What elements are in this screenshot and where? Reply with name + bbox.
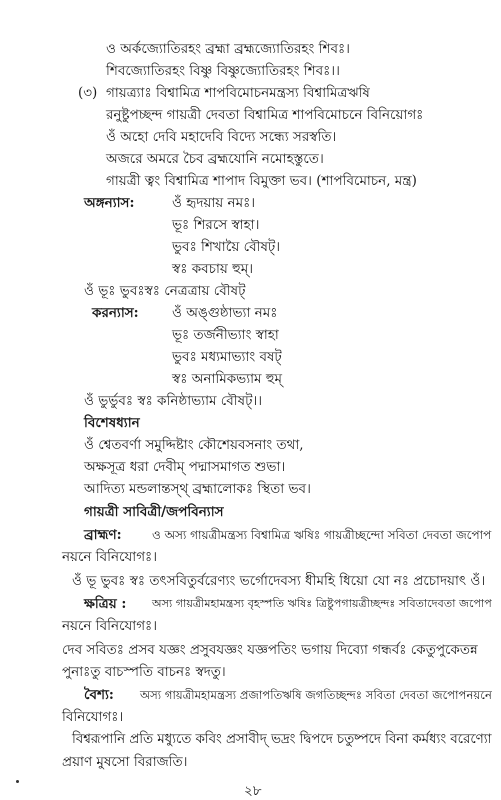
text-line: গায়ত্রী ত্বং বিশ্বামিত্র শাপাদ বিমুক্তা ভব। (শাপবিমোচন, মন্ত্র) bbox=[106, 173, 417, 189]
anganyas-label: অঙ্গন্যাস: bbox=[84, 195, 135, 211]
text-line: বিনিযোগঃ। bbox=[62, 709, 124, 725]
karanyas-label: করন্যাস: bbox=[92, 305, 139, 321]
text-line: ওঁ ভুর্ভুবঃ স্বঃ কনিষ্ঠাভ্যাম বৌষট্।। bbox=[84, 393, 263, 409]
text-line: নয়নে বিনিযোগঃ। bbox=[62, 618, 158, 634]
section-heading: গায়ত্রী সাবিত্রী/জপবিন্যাস bbox=[84, 504, 224, 520]
text-line: ওঁ শ্বেতবর্ণা সমুদ্দিষ্টাং কৌশেয়বসনাং তথা, bbox=[84, 437, 304, 453]
section-number: (৩) bbox=[78, 85, 98, 101]
text-line: ভূঃ শিরসে স্বাহা। bbox=[172, 217, 260, 233]
text-line: স্বঃ অনামিকভ্যাম হুম্ bbox=[172, 371, 282, 387]
text-line: অজরে অমরে চৈব ব্রহ্মযোনি নমোহস্তুতে। bbox=[106, 151, 324, 167]
text-line: অস্য গায়ত্রীমহামন্ত্রস্য বৃহস্পতি ঋষিঃ ত্রিষ্টুপগায়ত্রীচ্ছন্দঃ সবিতাদেবতা জপোপ bbox=[152, 597, 492, 610]
text-line: রনুষ্টুপচ্ছন্দ গায়ত্রী দেবতা বিশ্বামিত্র শাপবিমোচনে বিনিয়োগঃ bbox=[106, 107, 424, 123]
page-number: ২৮ bbox=[244, 783, 262, 799]
text-line: আদিত্য মন্ডলান্তস্থ্ ব্রহ্মালোকঃ স্থিতা ভব। bbox=[84, 481, 311, 497]
text-line: ওঁ ভূঃ ভুবঃস্বঃ নেত্রত্রায় বৌষট্ bbox=[84, 283, 246, 299]
text-line: প্রয়াণ মুষসো বিরাজতি। bbox=[62, 754, 188, 770]
text-line: শিবজ্যোতিরহং বিষ্ণু বিষ্ণুজ্যোতিরহং শিবঃ।। bbox=[106, 63, 340, 79]
text-line: নয়নে বিনিযোগঃ। bbox=[62, 549, 158, 565]
kshatriya-label: ক্ষত্রিয় : bbox=[84, 596, 127, 612]
section-heading: বিশেষধ্যান bbox=[84, 415, 140, 431]
text-line: ওঁ অঙ্গুষ্ঠাভ্যা নমঃ bbox=[172, 305, 278, 321]
text-line: ও অর্কজ্যোতিরহং ব্রহ্মা ব্রহ্মজ্যোতিরহং শিবঃ। bbox=[106, 41, 350, 57]
text-line: ভুবঃ মধ্যমাভ্যাং বষট্ bbox=[172, 349, 282, 365]
text-line: ওঁ ভূ ভুবঃ স্বঃ তৎসবিতুর্বরেণ্যং ভর্গোদেবস্য ধীমহি ধিয়ো যো নঃ প্রচোদয়াৎ ওঁ। bbox=[72, 573, 486, 589]
text-line: বিশ্বরূপানি প্রতি মধ্যুতে কবিং প্রসাবীদ্ ভদ্রং দ্বিপদে চতুষ্পদে বিনা কর্মধ্যং বরেণ্যো bbox=[72, 732, 492, 747]
text-line: ওঁ হৃদয়ায় নমঃ। bbox=[172, 195, 256, 211]
text-line: ভূঃ তর্জনীভ্যাং স্বাহা bbox=[172, 327, 279, 343]
text-line: ও অস্য গায়ত্রীমন্ত্রস্য বিশ্বামিত্র ঋষিঃ গায়ত্রীচ্ছন্দো সবিতা দেবতা জপোপ bbox=[152, 528, 492, 542]
text-line: দেব সবিতঃ প্রসব যজ্ঞং প্রসুবযজ্ঞং যজ্ঞপতিং ভগায় দিব্যো গন্ধর্বঃ কেতুপুকেতন্ন bbox=[62, 642, 478, 658]
text-line: গায়ত্র্যাঃ বিশ্বামিত্র শাপবিমোচনমন্ত্রস্য বিশ্বামিত্রঋষি bbox=[106, 85, 370, 101]
text-line: ভুবঃ শিখায়ৈ বৌষট্। bbox=[172, 239, 281, 255]
brahman-label: ব্রাহ্মণ: bbox=[84, 527, 122, 543]
text-line: ওঁ অহো দেবি মহাদেবি বিদ্যে সন্ধ্যে সরস্বতি। bbox=[106, 129, 337, 145]
text-line: অস্য গায়ত্রীমহামন্ত্রস্য প্রজাপতিঋষি জগতিচ্ছন্দঃ সবিতা দেবতা জপোপনয়নে bbox=[140, 688, 492, 702]
text-line: অক্ষসূত্র ধরা দেবীম্ পদ্মাসমাগত শুভা। bbox=[84, 459, 286, 475]
text-line: স্বঃ কবচায় হুম্। bbox=[172, 261, 254, 277]
text-line: পুনাঃতু বাচস্পতি বাচনঃ স্বদতু। bbox=[62, 664, 226, 680]
scan-speck bbox=[16, 780, 19, 783]
vaishya-label: বৈশ্য: bbox=[84, 687, 114, 703]
